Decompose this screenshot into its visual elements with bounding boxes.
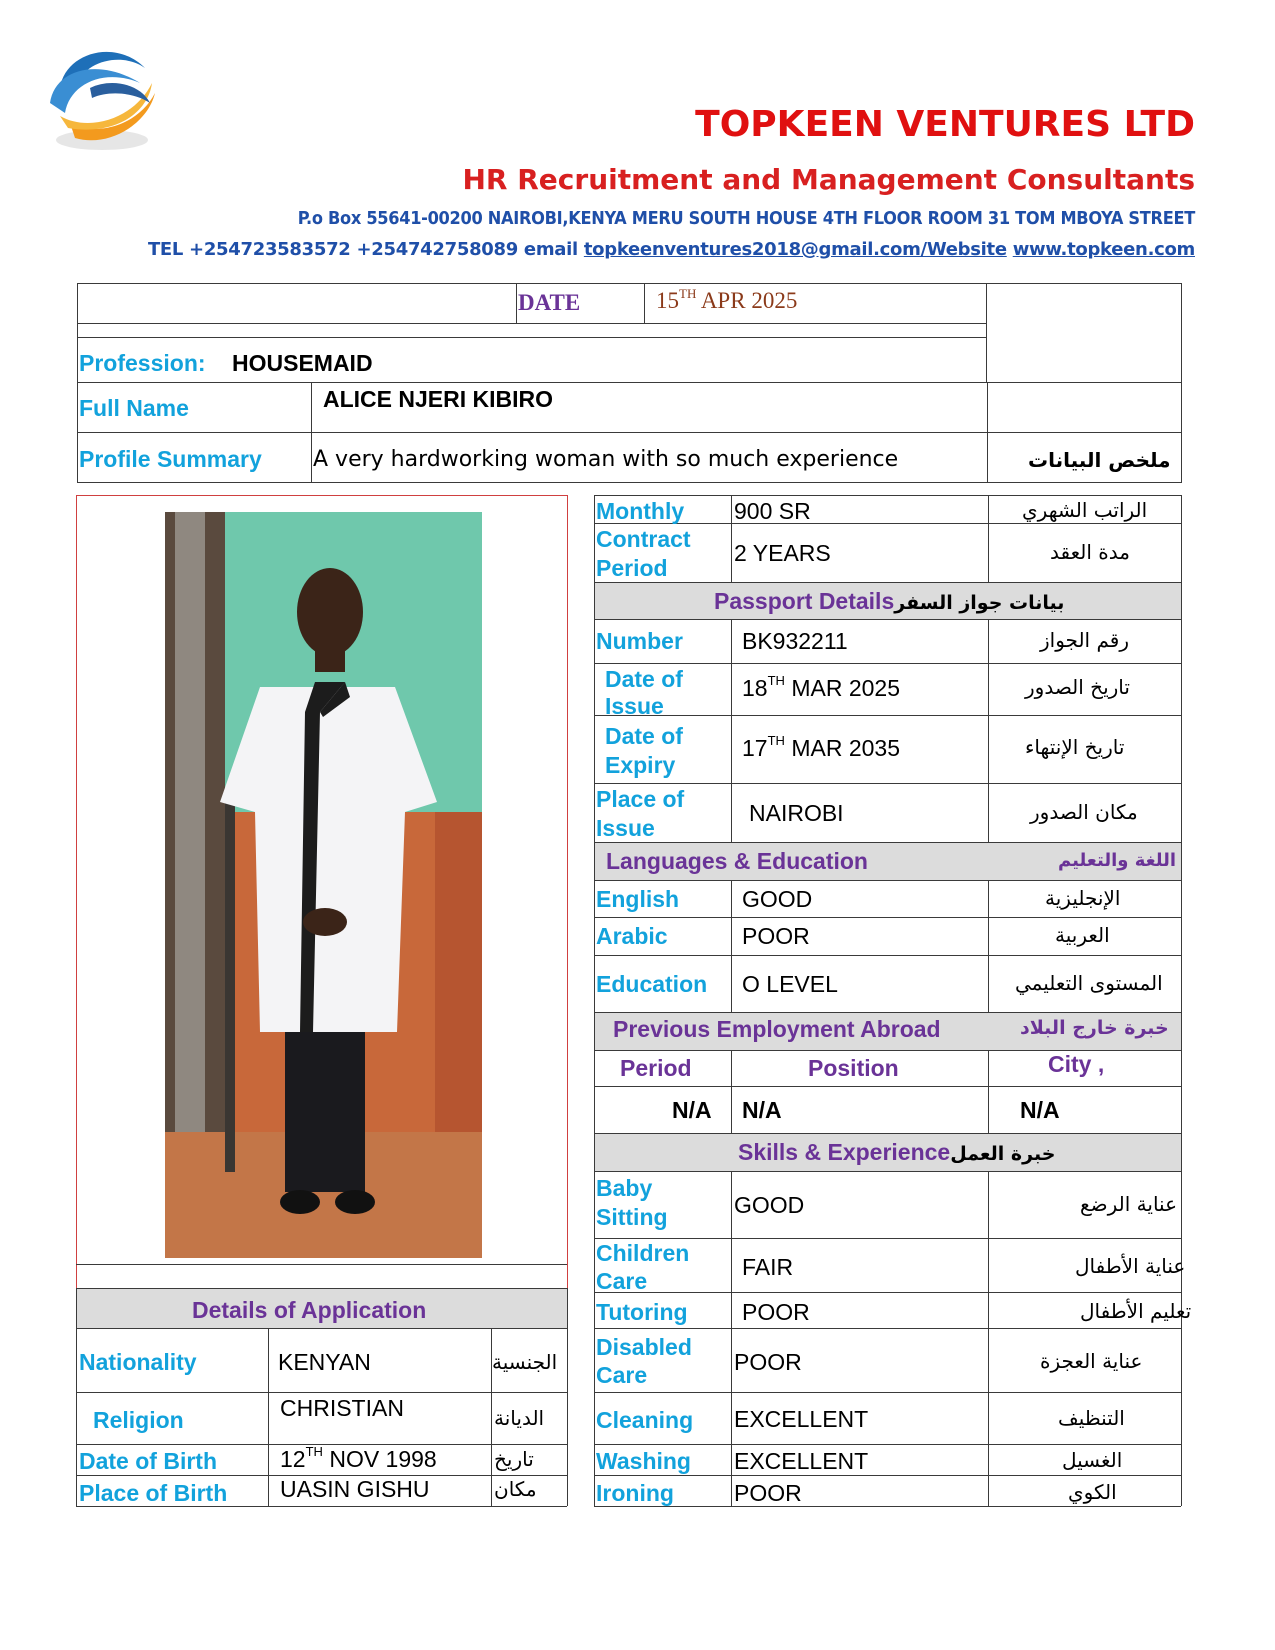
skills-title-arabic: خبرة العمل bbox=[950, 1143, 1056, 1165]
nationality-arabic: الجنسية bbox=[492, 1350, 558, 1374]
place-issue-arabic: مكان الصدور bbox=[1030, 800, 1138, 824]
nationality-value: KENYAN bbox=[278, 1349, 371, 1375]
passport-number-value: BK932211 bbox=[742, 628, 848, 654]
company-logo bbox=[30, 28, 170, 168]
nationality-label: Nationality bbox=[79, 1349, 197, 1375]
employment-title: Previous Employment Abroad bbox=[613, 1016, 941, 1042]
religion-value: CHRISTIAN bbox=[280, 1395, 404, 1421]
employment-row-city: N/A bbox=[1020, 1097, 1060, 1123]
arabic-arabic: العربية bbox=[1055, 923, 1110, 947]
passport-title-en: Passport Details bbox=[714, 588, 895, 614]
baby-sitting-arabic: عناية الرضع bbox=[1080, 1192, 1178, 1216]
ironing-value: POOR bbox=[734, 1480, 802, 1506]
contract-period-label-1: Contract bbox=[596, 526, 691, 552]
baby-sitting-label-1: Baby bbox=[596, 1175, 653, 1201]
dob-label: Date of Birth bbox=[79, 1448, 217, 1474]
disabled-care-label-2: Care bbox=[596, 1362, 648, 1388]
issue-date-arabic: تاريخ الصدور bbox=[1025, 675, 1130, 699]
tutoring-label: Tutoring bbox=[596, 1299, 688, 1325]
employment-title-arabic: خبرة خارج البلاد bbox=[1020, 1017, 1169, 1039]
english-label: English bbox=[596, 886, 680, 912]
company-name: TOPKEEN VENTURES LTD bbox=[695, 104, 1195, 145]
candidate-photo bbox=[165, 512, 482, 1258]
date-rest: APR 2025 bbox=[696, 288, 798, 313]
pob-label: Place of Birth bbox=[79, 1480, 228, 1506]
disabled-care-label-1: Disabled bbox=[596, 1334, 692, 1360]
summary-value: A very hardworking woman with so much experience bbox=[313, 447, 899, 472]
expiry-suffix: TH bbox=[767, 733, 785, 748]
company-address: P.o Box 55641-00200 NAIROBI,KENYA MERU SOUTH HOUSE 4TH FLOOR ROOM 31 TOM MBOYA STREET bbox=[297, 208, 1195, 229]
dob-value bbox=[280, 1446, 437, 1473]
issue-date-value bbox=[742, 675, 900, 702]
expiry-date-arabic: تاريخ الإنتهاء bbox=[1025, 735, 1125, 759]
passport-title bbox=[714, 588, 1064, 615]
education-value: O LEVEL bbox=[742, 971, 838, 997]
dob-day: 12 bbox=[280, 1446, 306, 1472]
passport-number-label: Number bbox=[596, 628, 683, 654]
employment-row-period: N/A bbox=[672, 1097, 712, 1123]
email-link[interactable]: topkeenventures2018@gmail.com/Website bbox=[583, 239, 1007, 260]
expiry-date-value bbox=[742, 735, 900, 762]
place-issue-value: NAIROBI bbox=[749, 800, 844, 826]
children-care-value: FAIR bbox=[742, 1254, 794, 1280]
disabled-care-arabic: عناية العجزة bbox=[1040, 1349, 1143, 1373]
fullname-label: Full Name bbox=[79, 395, 189, 421]
disabled-care-value: POOR bbox=[734, 1349, 802, 1375]
monthly-arabic: الراتب الشهري bbox=[1022, 498, 1148, 522]
english-value: GOOD bbox=[742, 886, 813, 912]
expiry-date-label-2: Expiry bbox=[605, 752, 676, 778]
pob-value: UASIN GISHU bbox=[280, 1476, 430, 1502]
ironing-arabic: الكوي bbox=[1068, 1480, 1117, 1504]
contact-phone-text: TEL +254723583572 +254742758089 email bbox=[147, 239, 584, 260]
fullname-value: ALICE NJERI KIBIRO bbox=[323, 386, 554, 412]
employment-col-period: Period bbox=[620, 1055, 692, 1081]
application-title: Details of Application bbox=[192, 1297, 427, 1323]
religion-label: Religion bbox=[93, 1407, 184, 1433]
education-label: Education bbox=[596, 971, 708, 997]
baby-sitting-label-2: Sitting bbox=[596, 1204, 668, 1230]
religion-arabic: الديانة bbox=[494, 1406, 545, 1430]
issue-suffix: TH bbox=[767, 673, 785, 688]
english-arabic: الإنجليزية bbox=[1045, 886, 1121, 910]
expiry-day: 17 bbox=[742, 735, 768, 761]
contract-period-label-2: Period bbox=[596, 555, 668, 581]
washing-label: Washing bbox=[596, 1448, 691, 1474]
arabic-value: POOR bbox=[742, 923, 810, 949]
tutoring-arabic: تعليم الأطفال bbox=[1080, 1299, 1192, 1323]
passport-number-arabic: رقم الجواز bbox=[1040, 628, 1129, 652]
date-suffix: TH bbox=[679, 286, 697, 301]
dob-arabic: تاريخ bbox=[494, 1447, 534, 1471]
place-issue-label-2: Issue bbox=[596, 815, 655, 841]
date-day: 15 bbox=[656, 288, 679, 313]
profession-value: HOUSEMAID bbox=[232, 350, 373, 376]
contract-period-value: 2 YEARS bbox=[734, 540, 831, 566]
arabic-label: Arabic bbox=[596, 923, 668, 949]
company-tagline: HR Recruitment and Management Consultants bbox=[462, 163, 1195, 196]
ironing-label: Ironing bbox=[596, 1480, 674, 1506]
expiry-rest: MAR 2035 bbox=[784, 735, 900, 761]
issue-rest: MAR 2025 bbox=[784, 675, 900, 701]
cleaning-value: EXCELLENT bbox=[734, 1406, 869, 1432]
company-contact bbox=[148, 239, 1195, 260]
languages-title-arabic: اللغة والتعليم bbox=[1058, 850, 1177, 871]
issue-date-label-1: Date of bbox=[605, 666, 683, 692]
skills-title bbox=[738, 1139, 1055, 1166]
washing-value: EXCELLENT bbox=[734, 1448, 869, 1474]
skills-title-en: Skills & Experience bbox=[738, 1139, 951, 1165]
dob-suffix: TH bbox=[305, 1444, 323, 1459]
employment-col-position: Position bbox=[808, 1055, 899, 1081]
expiry-date-label-1: Date of bbox=[605, 723, 683, 749]
summary-label: Profile Summary bbox=[79, 446, 262, 472]
cleaning-label: Cleaning bbox=[596, 1407, 694, 1433]
date-label: DATE bbox=[518, 290, 581, 315]
passport-title-arabic: بيانات جواز السفر bbox=[894, 592, 1065, 614]
children-care-arabic: عناية الأطفال bbox=[1075, 1254, 1186, 1278]
employment-row-position: N/A bbox=[742, 1097, 782, 1123]
education-arabic: المستوى التعليمي bbox=[1015, 971, 1163, 995]
washing-arabic: الغسيل bbox=[1062, 1448, 1123, 1472]
place-issue-label-1: Place of bbox=[596, 786, 685, 812]
issue-date-label-2: Issue bbox=[605, 693, 664, 719]
cleaning-arabic: التنظيف bbox=[1058, 1406, 1125, 1430]
monthly-label: Monthly bbox=[596, 498, 685, 524]
children-care-label-2: Care bbox=[596, 1268, 648, 1294]
employment-col-city: City , bbox=[1048, 1051, 1105, 1077]
monthly-value: 900 SR bbox=[734, 498, 811, 524]
children-care-label-1: Children bbox=[596, 1240, 690, 1266]
pob-arabic: مكان bbox=[494, 1477, 537, 1501]
profession-label: Profession: bbox=[79, 350, 206, 376]
contract-period-arabic: مدة العقد bbox=[1050, 540, 1130, 564]
date-value bbox=[656, 288, 797, 314]
tutoring-value: POOR bbox=[742, 1299, 810, 1325]
summary-arabic: ملخص البيانات bbox=[1028, 448, 1171, 472]
baby-sitting-value: GOOD bbox=[734, 1192, 805, 1218]
website-link[interactable]: www.topkeen.com bbox=[1012, 239, 1195, 260]
dob-rest: NOV 1998 bbox=[322, 1446, 437, 1472]
languages-title: Languages & Education bbox=[606, 848, 868, 874]
issue-day: 18 bbox=[742, 675, 768, 701]
